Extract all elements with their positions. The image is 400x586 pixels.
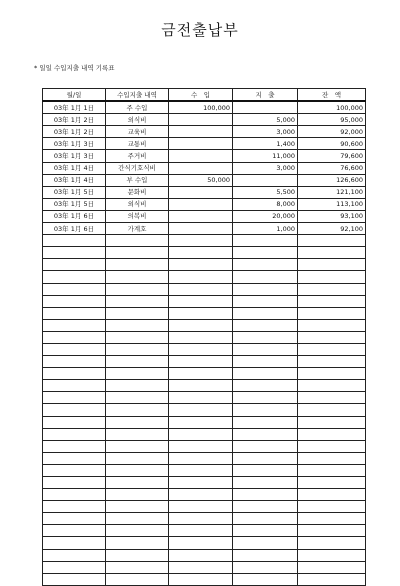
ledger-empty-row bbox=[43, 549, 366, 561]
cell-description bbox=[106, 356, 169, 368]
cell-description bbox=[106, 416, 169, 428]
cell-date bbox=[43, 537, 106, 549]
ledger-empty-row bbox=[43, 283, 366, 295]
ledger-empty-row bbox=[43, 525, 366, 537]
cell-date bbox=[43, 525, 106, 537]
cell-balance: 113,100 bbox=[298, 198, 366, 210]
cell-description bbox=[106, 525, 169, 537]
cell-income bbox=[169, 271, 233, 283]
cell-balance bbox=[298, 259, 366, 271]
header-balance: 잔 액 bbox=[298, 89, 366, 102]
ledger-empty-row bbox=[43, 501, 366, 513]
cell-expense bbox=[233, 416, 298, 428]
cell-balance: 95,000 bbox=[298, 114, 366, 126]
cell-expense: 8,000 bbox=[233, 198, 298, 210]
cell-description bbox=[106, 513, 169, 525]
cell-expense bbox=[233, 477, 298, 489]
ledger-empty-row bbox=[43, 356, 366, 368]
cell-date: 03年 1月 6日 bbox=[43, 223, 106, 235]
cell-expense bbox=[233, 573, 298, 585]
ledger-empty-row bbox=[43, 561, 366, 573]
ledger-empty-row bbox=[43, 380, 366, 392]
cell-date bbox=[43, 501, 106, 513]
ledger-empty-row bbox=[43, 368, 366, 380]
cell-expense bbox=[233, 368, 298, 380]
cell-date: 03年 1月 3日 bbox=[43, 138, 106, 150]
ledger-empty-row bbox=[43, 295, 366, 307]
cell-description bbox=[106, 561, 169, 573]
cell-description bbox=[106, 295, 169, 307]
cell-income bbox=[169, 210, 233, 222]
cell-description bbox=[106, 283, 169, 295]
cell-expense bbox=[233, 307, 298, 319]
cell-description bbox=[106, 573, 169, 585]
cell-income bbox=[169, 392, 233, 404]
ledger-row bbox=[43, 174, 366, 186]
cell-expense bbox=[233, 513, 298, 525]
cell-balance bbox=[298, 271, 366, 283]
cell-balance: 100,000 bbox=[298, 101, 366, 114]
cell-description: 부 수입 bbox=[106, 174, 169, 186]
cell-description bbox=[106, 452, 169, 464]
cell-expense: 20,000 bbox=[233, 210, 298, 222]
cell-description: 의복비 bbox=[106, 210, 169, 222]
cell-balance: 76,600 bbox=[298, 162, 366, 174]
cell-income bbox=[169, 235, 233, 247]
cell-date: 03年 1月 3日 bbox=[43, 150, 106, 162]
ledger-subtitle: * 일일 수입지출 내역 기록표 bbox=[34, 64, 115, 72]
ledger-row bbox=[43, 138, 366, 150]
cell-balance: 90,600 bbox=[298, 138, 366, 150]
cell-date bbox=[43, 356, 106, 368]
ledger-empty-row bbox=[43, 259, 366, 271]
cell-expense bbox=[233, 440, 298, 452]
cell-income bbox=[169, 525, 233, 537]
cell-expense bbox=[233, 235, 298, 247]
cell-expense: 5,000 bbox=[233, 114, 298, 126]
cell-expense bbox=[233, 428, 298, 440]
cell-date bbox=[43, 464, 106, 476]
ledger-empty-row bbox=[43, 343, 366, 355]
cell-expense: 11,000 bbox=[233, 150, 298, 162]
cell-balance bbox=[298, 404, 366, 416]
cell-expense: 5,500 bbox=[233, 186, 298, 198]
cell-expense bbox=[233, 331, 298, 343]
cell-description: 가계호 bbox=[106, 223, 169, 235]
ledger-row bbox=[43, 114, 366, 126]
cell-income bbox=[169, 501, 233, 513]
cell-expense bbox=[233, 283, 298, 295]
cell-date: 03年 1月 5日 bbox=[43, 186, 106, 198]
cell-description: 주 수입 bbox=[106, 101, 169, 114]
cell-income bbox=[169, 549, 233, 561]
cell-balance: 93,100 bbox=[298, 210, 366, 222]
ledger-empty-row bbox=[43, 271, 366, 283]
cell-date bbox=[43, 247, 106, 259]
cell-expense bbox=[233, 525, 298, 537]
cell-expense bbox=[233, 501, 298, 513]
cell-description bbox=[106, 404, 169, 416]
cell-description bbox=[106, 392, 169, 404]
cell-date bbox=[43, 295, 106, 307]
cell-date bbox=[43, 489, 106, 501]
cell-description: 외식비 bbox=[106, 114, 169, 126]
cell-balance bbox=[298, 307, 366, 319]
cell-expense: 3,000 bbox=[233, 162, 298, 174]
cell-description bbox=[106, 464, 169, 476]
cell-date bbox=[43, 259, 106, 271]
cell-income bbox=[169, 162, 233, 174]
cell-balance bbox=[298, 501, 366, 513]
cell-expense bbox=[233, 404, 298, 416]
cell-income bbox=[169, 283, 233, 295]
ledger-row bbox=[43, 198, 366, 210]
cell-description bbox=[106, 368, 169, 380]
cell-balance bbox=[298, 235, 366, 247]
cell-expense: 1,000 bbox=[233, 223, 298, 235]
cell-description: 간식기호식비 bbox=[106, 162, 169, 174]
header-expense: 지 출 bbox=[233, 89, 298, 102]
cell-date bbox=[43, 440, 106, 452]
cell-income bbox=[169, 138, 233, 150]
ledger-empty-row bbox=[43, 440, 366, 452]
cell-balance: 92,000 bbox=[298, 126, 366, 138]
cell-income bbox=[169, 368, 233, 380]
ledger-empty-row bbox=[43, 452, 366, 464]
cell-date bbox=[43, 549, 106, 561]
cell-balance: 79,600 bbox=[298, 150, 366, 162]
cell-income bbox=[169, 114, 233, 126]
cell-balance bbox=[298, 343, 366, 355]
cell-expense bbox=[233, 561, 298, 573]
cell-date: 03年 1月 2日 bbox=[43, 114, 106, 126]
cell-description: 주거비 bbox=[106, 150, 169, 162]
cell-description bbox=[106, 319, 169, 331]
cell-description: 문화비 bbox=[106, 186, 169, 198]
ledger-empty-row bbox=[43, 513, 366, 525]
cell-date bbox=[43, 452, 106, 464]
cell-balance bbox=[298, 489, 366, 501]
cell-description bbox=[106, 440, 169, 452]
cell-balance bbox=[298, 428, 366, 440]
cell-description: 외식비 bbox=[106, 198, 169, 210]
cell-description bbox=[106, 343, 169, 355]
cell-balance bbox=[298, 537, 366, 549]
cell-income bbox=[169, 307, 233, 319]
cell-income bbox=[169, 440, 233, 452]
cell-expense bbox=[233, 247, 298, 259]
cell-description bbox=[106, 537, 169, 549]
cell-date bbox=[43, 392, 106, 404]
ledger-row bbox=[43, 101, 366, 114]
cell-balance bbox=[298, 356, 366, 368]
cell-date bbox=[43, 573, 106, 585]
ledger-empty-row bbox=[43, 307, 366, 319]
cell-description bbox=[106, 235, 169, 247]
cell-balance: 121,100 bbox=[298, 186, 366, 198]
ledger-empty-row bbox=[43, 247, 366, 259]
ledger-body bbox=[43, 101, 366, 585]
cell-date bbox=[43, 513, 106, 525]
cell-date bbox=[43, 416, 106, 428]
cell-expense bbox=[233, 452, 298, 464]
cell-balance bbox=[298, 561, 366, 573]
cell-balance bbox=[298, 392, 366, 404]
cell-expense bbox=[233, 549, 298, 561]
cell-date bbox=[43, 307, 106, 319]
cell-income bbox=[169, 331, 233, 343]
ledger-empty-row bbox=[43, 464, 366, 476]
cell-income bbox=[169, 537, 233, 549]
cell-income bbox=[169, 295, 233, 307]
page-title: 금전출납부 bbox=[161, 21, 239, 39]
cell-income: 50,000 bbox=[169, 174, 233, 186]
cell-date: 03年 1月 5日 bbox=[43, 198, 106, 210]
ledger-empty-row bbox=[43, 428, 366, 440]
ledger-row bbox=[43, 126, 366, 138]
cell-date bbox=[43, 331, 106, 343]
cell-balance bbox=[298, 573, 366, 585]
cell-date bbox=[43, 404, 106, 416]
cell-date bbox=[43, 343, 106, 355]
cell-description bbox=[106, 331, 169, 343]
cell-date: 03年 1月 4日 bbox=[43, 174, 106, 186]
cell-expense bbox=[233, 319, 298, 331]
cell-expense bbox=[233, 174, 298, 186]
cell-expense bbox=[233, 489, 298, 501]
ledger-row bbox=[43, 150, 366, 162]
cell-expense: 1,400 bbox=[233, 138, 298, 150]
cell-date bbox=[43, 368, 106, 380]
cell-income bbox=[169, 150, 233, 162]
cell-date bbox=[43, 428, 106, 440]
cell-description bbox=[106, 271, 169, 283]
cell-date bbox=[43, 477, 106, 489]
cell-balance bbox=[298, 477, 366, 489]
cell-balance bbox=[298, 464, 366, 476]
ledger-empty-row bbox=[43, 404, 366, 416]
ledger-empty-row bbox=[43, 537, 366, 549]
ledger-table bbox=[42, 88, 366, 586]
cell-balance bbox=[298, 452, 366, 464]
ledger-empty-row bbox=[43, 416, 366, 428]
ledger-empty-row bbox=[43, 235, 366, 247]
cell-expense bbox=[233, 392, 298, 404]
cell-expense bbox=[233, 259, 298, 271]
cell-description bbox=[106, 259, 169, 271]
cell-income bbox=[169, 247, 233, 259]
cell-balance bbox=[298, 513, 366, 525]
cell-description bbox=[106, 477, 169, 489]
cell-income bbox=[169, 223, 233, 235]
cell-expense bbox=[233, 356, 298, 368]
cell-expense bbox=[233, 380, 298, 392]
cell-date: 03年 1月 4日 bbox=[43, 162, 106, 174]
cell-balance bbox=[298, 283, 366, 295]
header-description: 수입지출 내역 bbox=[106, 89, 169, 102]
ledger-row bbox=[43, 210, 366, 222]
cell-description bbox=[106, 380, 169, 392]
header-date: 월/일 bbox=[43, 89, 106, 102]
cell-date bbox=[43, 319, 106, 331]
cell-description bbox=[106, 549, 169, 561]
cell-income bbox=[169, 343, 233, 355]
cell-description bbox=[106, 307, 169, 319]
cell-balance bbox=[298, 525, 366, 537]
cell-balance bbox=[298, 440, 366, 452]
cell-income bbox=[169, 186, 233, 198]
cell-expense: 3,000 bbox=[233, 126, 298, 138]
cell-balance: 92,100 bbox=[298, 223, 366, 235]
ledger-empty-row bbox=[43, 392, 366, 404]
cell-income bbox=[169, 404, 233, 416]
cell-date bbox=[43, 235, 106, 247]
cell-income bbox=[169, 489, 233, 501]
cell-expense bbox=[233, 101, 298, 114]
cell-description bbox=[106, 501, 169, 513]
cell-date bbox=[43, 283, 106, 295]
cell-balance bbox=[298, 380, 366, 392]
cell-balance bbox=[298, 416, 366, 428]
cell-balance bbox=[298, 549, 366, 561]
cell-income bbox=[169, 126, 233, 138]
cell-income bbox=[169, 380, 233, 392]
cell-description: 교통비 bbox=[106, 138, 169, 150]
cell-income bbox=[169, 477, 233, 489]
cell-balance bbox=[298, 368, 366, 380]
cell-date bbox=[43, 380, 106, 392]
cell-expense bbox=[233, 295, 298, 307]
cell-description bbox=[106, 428, 169, 440]
cell-balance bbox=[298, 319, 366, 331]
cell-date: 03年 1月 2日 bbox=[43, 126, 106, 138]
cell-expense bbox=[233, 271, 298, 283]
cell-income bbox=[169, 259, 233, 271]
cell-description bbox=[106, 489, 169, 501]
cell-date bbox=[43, 271, 106, 283]
cell-income bbox=[169, 356, 233, 368]
cell-income bbox=[169, 513, 233, 525]
cell-date: 03年 1月 6日 bbox=[43, 210, 106, 222]
cell-description: 교육비 bbox=[106, 126, 169, 138]
cell-date: 03年 1月 1日 bbox=[43, 101, 106, 114]
cell-balance: 126,600 bbox=[298, 174, 366, 186]
ledger-row bbox=[43, 186, 366, 198]
cell-income bbox=[169, 452, 233, 464]
cell-balance bbox=[298, 295, 366, 307]
ledger-row bbox=[43, 162, 366, 174]
ledger-empty-row bbox=[43, 319, 366, 331]
cell-balance bbox=[298, 331, 366, 343]
ledger-row bbox=[43, 223, 366, 235]
ledger-empty-row bbox=[43, 477, 366, 489]
cell-income: 100,000 bbox=[169, 101, 233, 114]
cell-description bbox=[106, 247, 169, 259]
cell-income bbox=[169, 561, 233, 573]
cell-balance bbox=[298, 247, 366, 259]
ledger-empty-row bbox=[43, 331, 366, 343]
cell-expense bbox=[233, 464, 298, 476]
ledger-empty-row bbox=[43, 489, 366, 501]
cell-income bbox=[169, 198, 233, 210]
cell-income bbox=[169, 428, 233, 440]
ledger-header-row bbox=[43, 89, 366, 102]
cell-expense bbox=[233, 343, 298, 355]
cell-income bbox=[169, 573, 233, 585]
cell-expense bbox=[233, 537, 298, 549]
cell-income bbox=[169, 464, 233, 476]
cell-date bbox=[43, 561, 106, 573]
ledger-empty-row bbox=[43, 573, 366, 585]
header-income: 수 입 bbox=[169, 89, 233, 102]
cell-income bbox=[169, 319, 233, 331]
cell-income bbox=[169, 416, 233, 428]
